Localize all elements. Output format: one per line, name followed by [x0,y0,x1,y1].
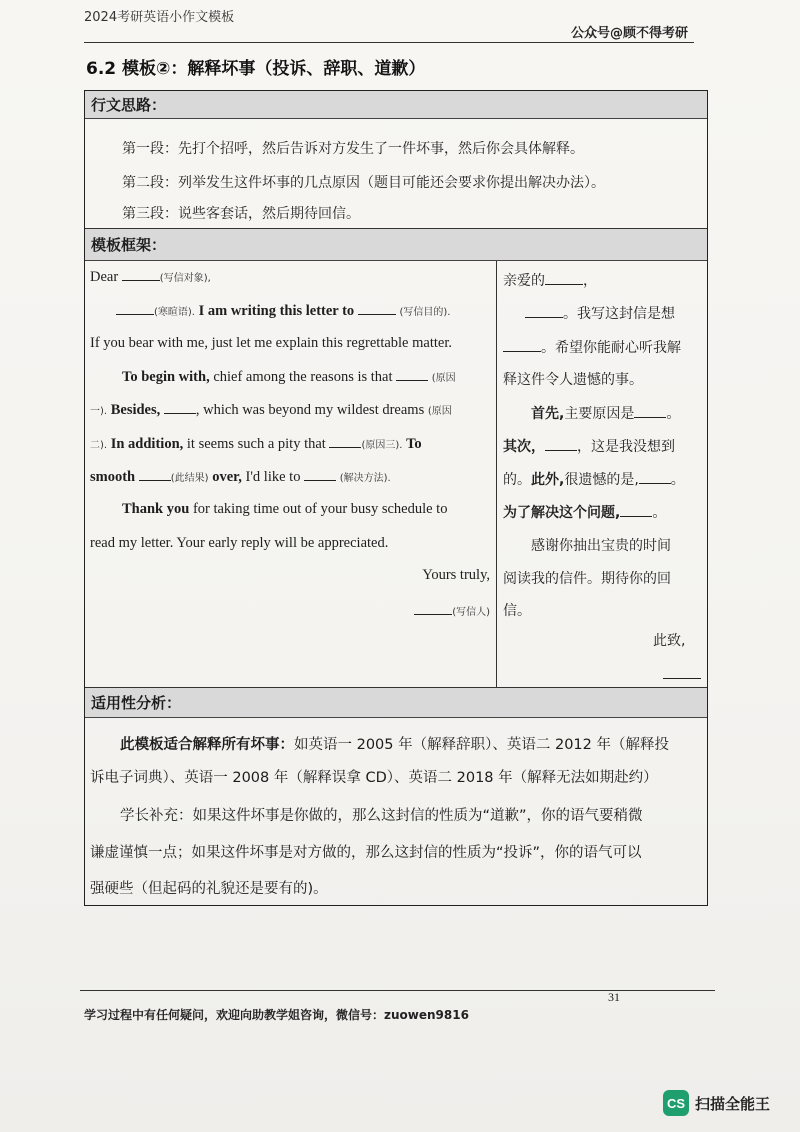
note-reason1b: 一). [90,406,108,417]
en-begin: To begin with, [122,369,210,385]
cn-line-8 [503,502,699,522]
blank [116,302,154,315]
blank [634,405,666,418]
en-addition: In addition, [110,436,184,452]
blank [414,602,452,615]
cn-line-11: 信。 [503,603,531,619]
blank [639,471,671,484]
cn-line-1 [503,270,699,290]
applicability-p1 [90,733,730,754]
note-reason1a: (原因 [431,373,456,384]
en-line-greeting [90,302,490,320]
en-writing: I am writing this letter to [198,303,355,319]
cn-line-4: 释这件令人遗憾的事。 [503,372,643,388]
cn-bold: 首先, [531,406,565,422]
cn-line-6 [503,436,699,456]
cn-text: 亲爱的 [503,273,545,289]
note-greeting: (寒暄语). [154,307,195,318]
approach-line-2: 第二段：列举发生这件坏事的几点原因（题目可能还会要求你提出解决办法）。 [122,175,605,191]
applicability-p2-line3: 强硬些（但起码的礼貌还是要有的)。 [90,881,328,897]
note-result: (此结果) [170,473,209,484]
section-title: 6.2 模板②：解释坏事（投诉、辞职、道歉） [86,59,426,79]
en-to: To [406,436,422,452]
blank [396,368,428,381]
note-purpose: (写信目的). [399,307,451,318]
applicability-p2-line2: 谦虚谨慎一点；如果这件坏事是对方做的，那么这封信的性质为“投诉”，你的语气可以 [90,845,642,861]
en-line-smooth [90,468,490,486]
en-line-read: read my letter. Your early reply will be appreciated. [90,535,389,551]
en-addition-rest: it seems such a pity that [186,436,326,452]
cn-line-5 [503,403,699,423]
blank [545,272,583,285]
brand-label: 公众号@顾不得考研 [570,26,688,41]
approach-line-1: 第一段：先打个招呼，然后告诉对方发生了一件坏事，然后你会具体解释。 [122,141,584,157]
blank [663,666,701,679]
blank [164,401,196,414]
en-smooth: smooth [90,469,136,485]
en-over-rest: I'd like to [245,469,301,485]
en-dear: Dear [90,269,119,285]
cn-line-9: 感谢你抽出宝贵的时间 [531,538,671,554]
approach-line-3: 第三段：说些客套话，然后期待回信。 [122,206,360,222]
en-besides: Besides, [110,402,161,418]
cn-bold: 其次， [503,439,545,455]
cn-text: 。 [652,505,667,521]
column-divider [496,261,497,687]
note-sender: (写信人) [452,607,490,618]
en-line-dear [90,268,490,286]
blank [329,435,361,448]
blank [525,305,563,318]
blank [545,438,577,451]
footer-contact: 学习过程中有任何疑问，欢迎向助教学姐咨询，微信号：zuowen9816 [84,1008,469,1022]
cn-bold: 为了解决这个问题, [503,505,621,521]
en-line-bear: If you bear with me, just let me explain this regrettable matter. [90,335,452,351]
applicability-text: 如英语一 2005 年（解释辞职）、英语二 2012 年（解释投 [294,737,669,753]
cn-text: 。我写这封信是想 [563,306,675,322]
cn-text: 。 [670,472,685,488]
blank [620,504,652,517]
en-begin-rest: chief among the reasons is that [213,369,393,385]
cn-text: ， [583,273,597,289]
blank [304,468,336,481]
note-reason2b: 二). [90,440,108,451]
cn-text: ，这是我没想到 [577,439,675,455]
en-line-begin [90,368,490,386]
cn-bold: 此外, [531,472,565,488]
note-solution: (解决方法). [339,473,391,484]
cn-text: 的。 [503,472,531,488]
note-recipient: (写信对象), [159,273,211,284]
cn-text: 。希望你能耐心听我解 [541,340,681,356]
applicability-p1-line2: 诉电子词典）、英语一 2008 年（解释误拿 CD）、英语二 2018 年（解释无法如期赴约） [90,770,658,786]
applicability-bold: 此模板适合解释所有坏事： [120,737,294,753]
framework-heading: 模板框架： [85,229,707,261]
en-thank: Thank you [122,501,190,517]
blank [358,302,396,315]
en-over: over, [212,469,242,485]
cn-line-7 [503,469,699,489]
cn-line-12: 此致, [653,633,686,649]
cn-text: 很遗憾的是, [564,472,639,488]
en-thank-rest: for taking time out of your busy schedule to [192,501,448,517]
note-reason2a: (原因 [427,406,452,417]
blank [122,268,160,281]
cn-line-10: 阅读我的信件。期待你的回 [503,571,671,587]
blank [139,468,171,481]
page-number: 31 [608,990,620,1004]
en-line-sender [90,602,490,620]
cn-line-3 [503,337,699,357]
en-besides-rest: , which was beyond my wildest dreams [195,402,425,418]
scanner-label: 扫描全能王 [695,1094,771,1113]
approach-heading: 行文思路： [85,91,707,119]
book-title: 2024考研英语小作文模板 [84,10,235,25]
applicability-heading: 适用性分析： [85,688,707,718]
cn-line-13 [503,666,800,683]
en-line-besides [90,401,490,419]
scanner-watermark [663,1090,770,1116]
applicability-p2-line1: 学长补充：如果这件坏事是你做的，那么这封信的性质为“道歉”，你的语气要稍微 [120,808,643,824]
cn-text: 主要原因是 [564,406,635,422]
en-sign: Yours truly, [422,567,490,583]
en-line-addition [90,435,490,453]
note-reason3: (原因三). [361,440,403,451]
blank [503,339,541,352]
cn-line-2 [503,303,699,323]
header-rule [84,42,694,43]
en-line-thank [90,501,490,518]
cn-text: 。 [666,406,681,422]
camscanner-icon: CS [663,1090,689,1116]
